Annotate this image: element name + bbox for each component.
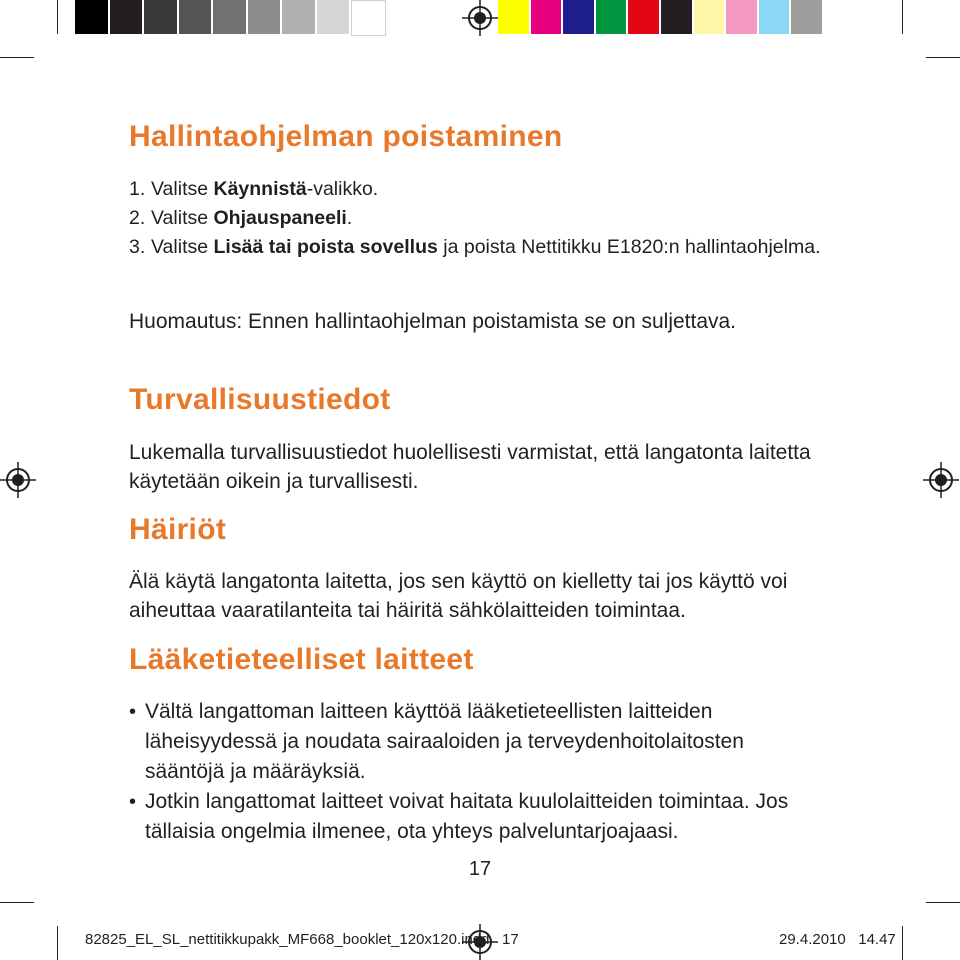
crop-line-bottom-left-v <box>57 926 58 960</box>
slug-filename: 82825_EL_SL_nettitikkupakk_MF668_booklet_120x120.indd 17 <box>85 931 519 948</box>
color-swatch <box>596 0 627 34</box>
list-item <box>129 787 829 847</box>
step-text <box>151 175 831 204</box>
color-swatch <box>563 0 594 34</box>
color-swatch <box>351 0 386 36</box>
step-text-post: . <box>346 207 353 229</box>
color-swatch <box>759 0 790 34</box>
list-item <box>129 697 829 787</box>
color-swatch <box>317 0 350 34</box>
color-swatch <box>110 0 143 34</box>
color-swatch <box>498 0 529 34</box>
interference-text: Älä käytä langatonta laitetta, jos sen käyttö on kielletty tai jos käyttö voi aiheuttaa vaaratilanteita tai häiritä sähkölaitteiden toimintaa. <box>129 570 788 622</box>
step-number: 1. <box>129 178 146 200</box>
crop-line-bottom-left-h <box>0 902 34 903</box>
step-item <box>129 233 831 262</box>
step-number: 2. <box>129 207 146 229</box>
step-text-bold: Käynnistä <box>213 178 307 200</box>
page-number: 17 <box>468 858 492 880</box>
color-swatch <box>213 0 246 34</box>
color-swatch <box>531 0 562 34</box>
interference-heading: Häiriöt <box>129 513 227 546</box>
crop-line-top-right-h <box>926 57 960 58</box>
crop-line-top-left-v <box>57 0 58 34</box>
uninstall-note: Huomautus: Ennen hallintaohjelman poistamista se on suljettava. <box>129 310 737 333</box>
step-text-post: ja poista Nettitikku E1820:n hallintaohjelma. <box>437 236 821 258</box>
slug-datetime: 29.4.2010 14.47 <box>779 931 896 948</box>
step-item <box>129 175 831 204</box>
step-text-pre: Valitse <box>151 236 214 258</box>
step-text-bold: Lisää tai poista sovellus <box>213 236 438 258</box>
registration-mark-icon <box>923 462 959 498</box>
crop-line-top-left-h <box>0 57 34 58</box>
step-item <box>129 204 831 233</box>
color-swatch <box>248 0 281 34</box>
color-swatch <box>179 0 212 34</box>
step-text-pre: Valitse <box>151 207 214 229</box>
crop-line-top-right-v <box>902 0 903 34</box>
medical-bullet-list <box>129 697 829 847</box>
color-swatch <box>791 0 822 34</box>
color-swatch <box>726 0 757 34</box>
registration-mark-icon <box>0 462 36 498</box>
color-swatch <box>75 0 108 34</box>
uninstall-heading: Hallintaohjelman poistaminen <box>129 120 563 153</box>
step-text-post: -valikko. <box>306 178 379 200</box>
safety-heading: Turvallisuustiedot <box>129 383 391 416</box>
safety-text: Lukemalla turvallisuustiedot huolellisesti varmistat, että langatonta laitetta käytetään oikein ja turvallisesti. <box>129 441 811 493</box>
uninstall-steps <box>129 175 831 262</box>
crop-line-bottom-right-v <box>902 926 903 960</box>
registration-mark-icon <box>462 0 498 36</box>
bullet-icon: • <box>129 791 137 813</box>
crop-line-bottom-right-h <box>926 902 960 903</box>
step-text <box>151 233 831 262</box>
step-text <box>151 204 831 233</box>
color-swatch <box>661 0 692 34</box>
bullet-text: Jotkin langattomat laitteet voivat haitata kuulolaitteiden toimintaa. Jos tällaisia ongelmia ilmenee, ota yhteys palveluntarjoajaasi. <box>145 790 789 843</box>
bullet-text: Vältä langattoman laitteen käyttöä lääketieteellisten laitteiden läheisyydessä ja noudata sairaaloiden ja terveydenhoitolaitosten sääntöjä ja määräyksiä. <box>145 700 744 783</box>
medical-devices-heading: Lääketieteelliset laitteet <box>129 643 474 676</box>
color-swatch <box>144 0 177 34</box>
bullet-icon: • <box>129 701 137 723</box>
color-swatch <box>694 0 725 34</box>
step-text-bold: Ohjauspaneeli <box>213 207 347 229</box>
step-number: 3. <box>129 236 146 258</box>
color-swatch <box>628 0 659 34</box>
color-swatch <box>282 0 315 34</box>
step-text-pre: Valitse <box>151 178 214 200</box>
